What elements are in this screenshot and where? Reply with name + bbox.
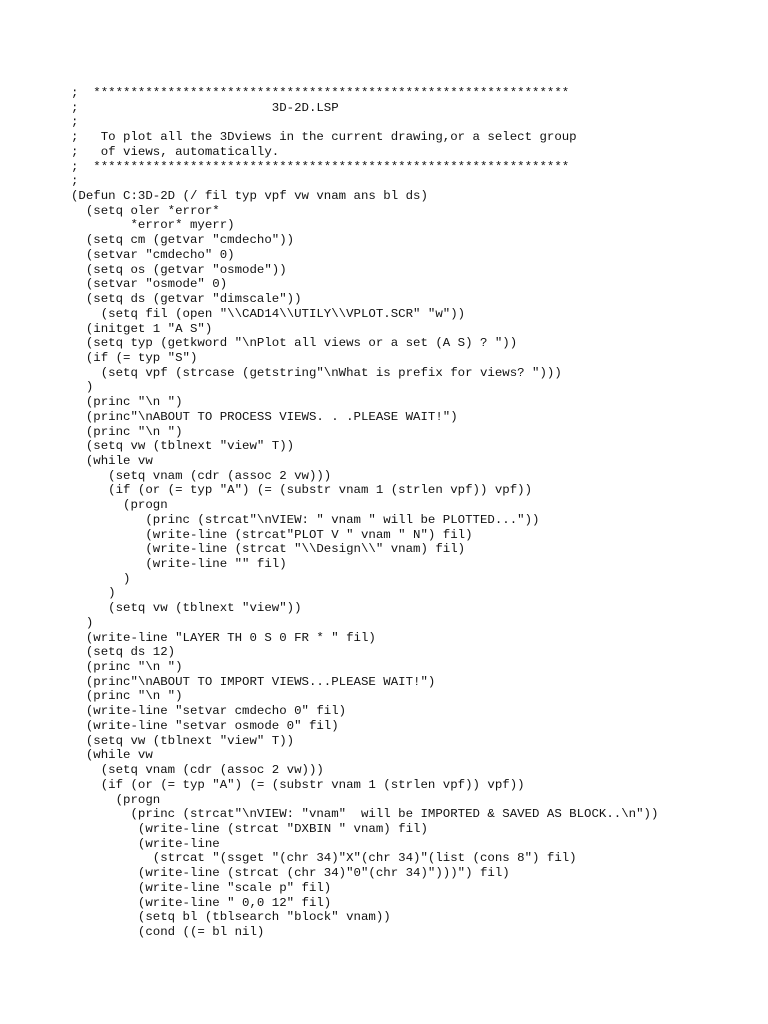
- code-line: (setq ds (getvar "dimscale")): [71, 292, 302, 307]
- code-line: (princ "\n "): [71, 660, 183, 675]
- code-line: (setq bl (tblsearch "block" vnam)): [71, 910, 391, 925]
- code-line: ; ****************************************************************: [71, 86, 570, 100]
- code-line: ; of views, automatically.: [71, 144, 280, 159]
- code-line: (setq vnam (cdr (assoc 2 vw))): [71, 468, 332, 483]
- code-line: (write-line (strcat "\\Design\\" vnam) fil): [71, 542, 466, 557]
- code-line: (write-line (strcat (chr 34)"0"(chr 34)")))") fil): [71, 866, 510, 881]
- code-line: (write-line " 0,0 12" fil): [71, 895, 332, 910]
- code-line: (while vw: [71, 748, 153, 763]
- code-line: (setq vw (tblnext "view" T)): [71, 439, 295, 454]
- code-line: ): [71, 615, 94, 630]
- code-line: ): [71, 380, 94, 395]
- code-line: (write-line "setvar cmdecho 0" fil): [71, 704, 347, 719]
- code-line: (setq os (getvar "osmode")): [71, 262, 287, 277]
- code-line: (princ "\n "): [71, 424, 183, 439]
- code-line: ; 3D-2D.LSP: [71, 100, 339, 115]
- code-line: (progn: [71, 792, 161, 807]
- code-line: (write-line "setvar osmode 0" fil): [71, 718, 339, 733]
- code-line: ; To plot all the 3Dviews in the current drawing,or a select group: [71, 130, 577, 145]
- code-line: (write-line "scale p" fil): [71, 880, 332, 895]
- code-line: (setq oler *error*: [71, 203, 220, 218]
- code-line: (if (or (= typ "A") (= (substr vnam 1 (strlen vpf)) vpf)): [71, 777, 525, 792]
- code-line: (if (or (= typ "A") (= (substr vnam 1 (strlen vpf)) vpf)): [71, 483, 533, 498]
- code-line: (princ "\n "): [71, 395, 183, 410]
- code-line: (initget 1 "A S"): [71, 321, 213, 336]
- code-line: (princ (strcat"\nVIEW: " vnam " will be PLOTTED...")): [71, 512, 540, 527]
- code-line: (setq typ (getkword "\nPlot all views or a set (A S) ? ")): [71, 336, 518, 351]
- code-line: ): [71, 586, 116, 601]
- code-line: ): [71, 571, 131, 586]
- code-line: ;: [71, 115, 79, 130]
- code-line: (if (= typ "S"): [71, 350, 198, 365]
- code-line: (setq fil (open "\\CAD14\\UTILY\\VPLOT.SCR" "w")): [71, 306, 466, 321]
- code-line: (cond ((= bl nil): [71, 924, 265, 939]
- code-line: (write-line (strcat "DXBIN " vnam) fil): [71, 821, 428, 836]
- code-line: (setq ds 12): [71, 645, 176, 660]
- code-line: (setvar "cmdecho" 0): [71, 247, 235, 262]
- source-code-listing: [71, 86, 751, 940]
- code-line: (strcat "(ssget "(chr 34)"X"(chr 34)"(list (cons 8") fil): [71, 851, 577, 866]
- code-line: (princ"\nABOUT TO IMPORT VIEWS...PLEASE WAIT!"): [71, 674, 436, 689]
- code-line: (setq cm (getvar "cmdecho")): [71, 233, 295, 248]
- code-line: (write-line: [71, 836, 220, 851]
- code-line: (while vw: [71, 453, 153, 468]
- code-line: (setvar "osmode" 0): [71, 277, 228, 292]
- code-line: ; ****************************************************************: [71, 159, 570, 174]
- code-line: (write-line (strcat"PLOT V " vnam " N") fil): [71, 527, 473, 542]
- code-line: (setq vw (tblnext "view" T)): [71, 733, 295, 748]
- code-line: (Defun C:3D-2D (/ fil typ vpf vw vnam ans bl ds): [71, 189, 428, 204]
- code-line: (progn: [71, 498, 168, 513]
- code-line: (princ "\n "): [71, 689, 183, 704]
- code-line: ;: [71, 174, 79, 189]
- code-line: (write-line "LAYER TH 0 S 0 FR * " fil): [71, 630, 376, 645]
- code-line: (setq vpf (strcase (getstring"\nWhat is prefix for views? "))): [71, 365, 562, 380]
- code-line: (princ (strcat"\nVIEW: "vnam" will be IMPORTED & SAVED AS BLOCK..\n")): [71, 807, 659, 822]
- code-line: *error* myerr): [71, 218, 235, 233]
- code-line: (write-line "" fil): [71, 557, 287, 571]
- code-line: (setq vw (tblnext "view")): [71, 601, 302, 616]
- code-line: (setq vnam (cdr (assoc 2 vw))): [71, 763, 324, 778]
- code-line: (princ"\nABOUT TO PROCESS VIEWS. . .PLEASE WAIT!"): [71, 409, 458, 424]
